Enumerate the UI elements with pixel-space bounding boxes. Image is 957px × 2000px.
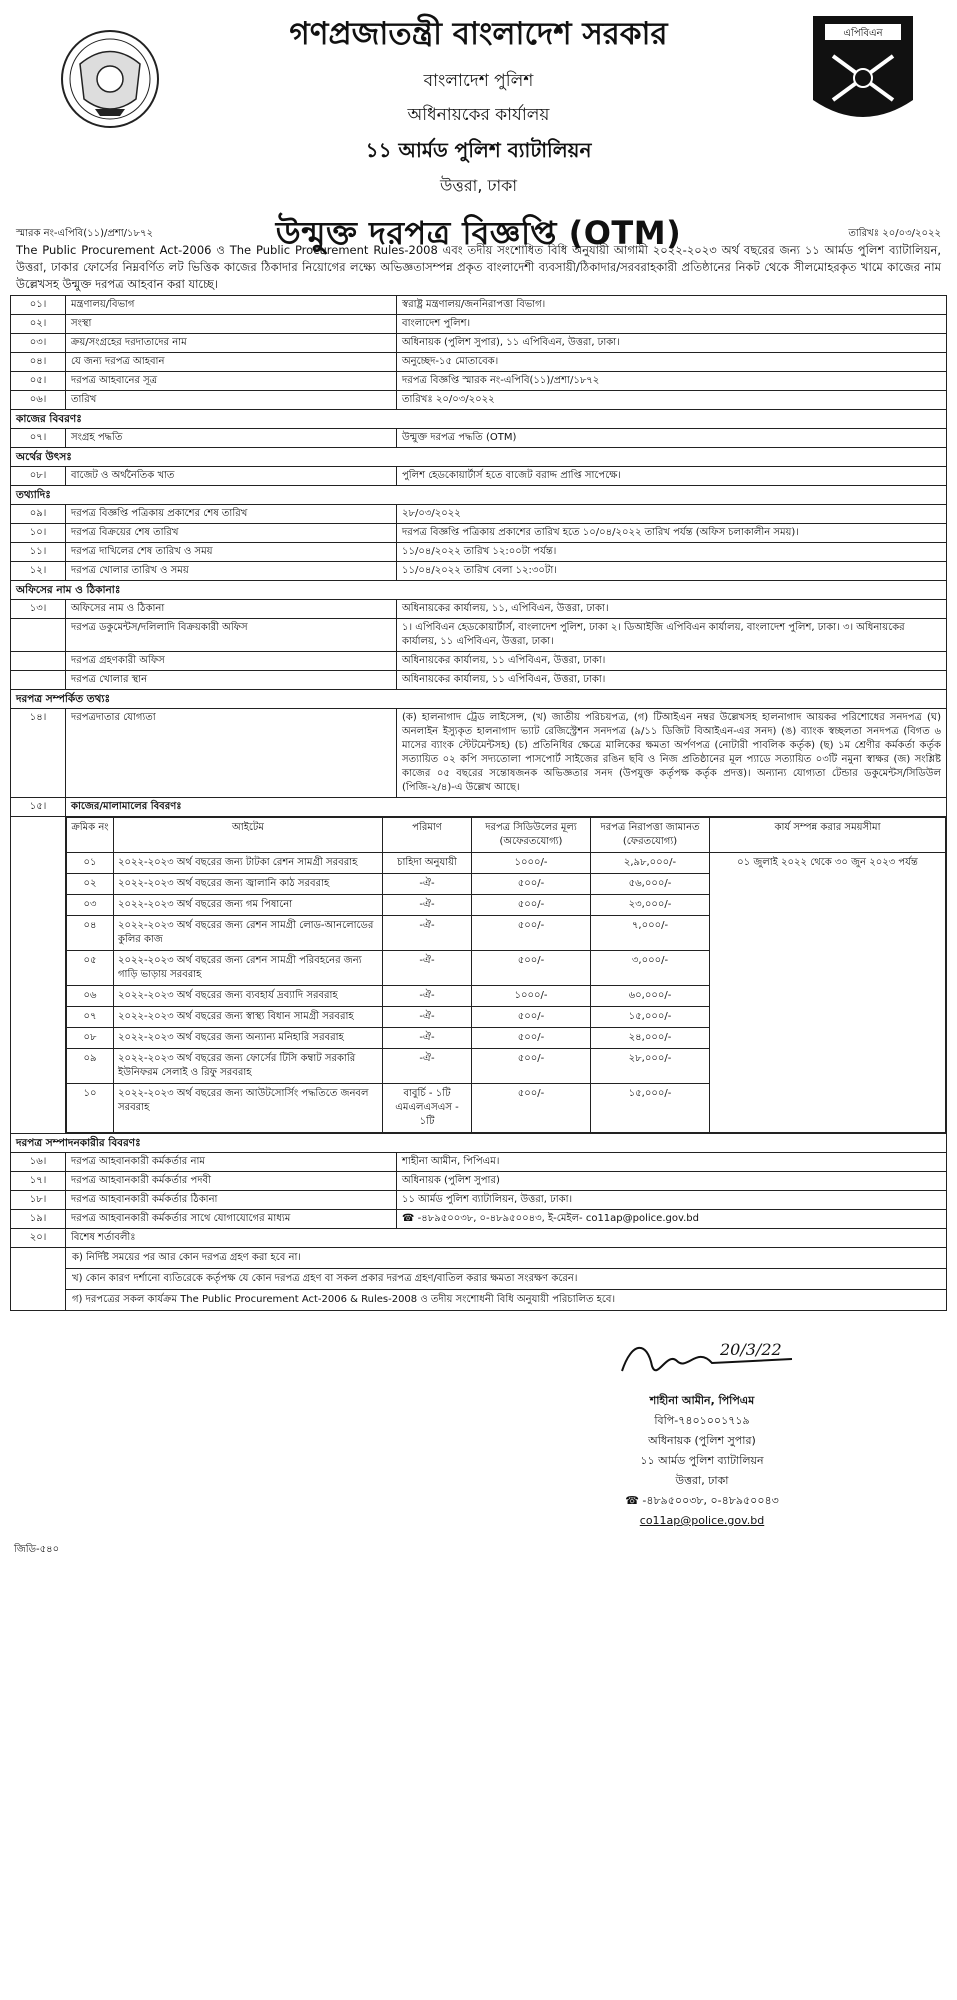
item-qty: চাহিদা অনুযায়ী <box>383 853 472 874</box>
item-number: ০৮ <box>67 1028 114 1049</box>
item-number: ০৩ <box>67 895 114 916</box>
table-row <box>11 391 947 410</box>
row-label: দরপত্রদাতার যোগ্যতা <box>66 709 397 798</box>
section-heading <box>11 1134 947 1153</box>
row-number <box>11 619 66 652</box>
row-label: তারিখ <box>66 391 397 410</box>
table-row <box>11 798 947 817</box>
row-number: ১৪। <box>11 709 66 798</box>
item-name: ২০২২-২০২৩ অর্থ বছরের জন্য গম পিষানো <box>114 895 383 916</box>
row-number: ১৭। <box>11 1172 66 1191</box>
item-number: ০৫ <box>67 951 114 986</box>
row-label: দরপত্র আহবানের সূত্র <box>66 372 397 391</box>
signatory-unit: ১১ আর্মড পুলিশ ব্যাটালিয়ন <box>640 1454 764 1467</box>
col-header: দরপত্র সিডিউলের মূল্য (অফেরতযোগ্য) <box>472 818 591 853</box>
item-price: ১০০০/- <box>472 986 591 1007</box>
table-row <box>11 619 947 652</box>
item-number: ০২ <box>67 874 114 895</box>
item-price: ৫০০/- <box>472 1007 591 1028</box>
item-name: ২০২২-২০২৩ অর্থ বছরের জন্য অন্যান্য মনিহারি সরবরাহ <box>114 1028 383 1049</box>
col-header: আইটেম <box>114 818 383 853</box>
table-row <box>11 505 947 524</box>
table-row <box>11 296 947 315</box>
special-conditions <box>66 1248 947 1311</box>
row-label: সংস্থা <box>66 315 397 334</box>
item-price: ৫০০/- <box>472 874 591 895</box>
items-header <box>67 818 946 853</box>
signatory-bp: বিপি-৭৪০১০০১৭১৯ <box>654 1414 750 1427</box>
section-title: অর্থের উৎসঃ <box>11 448 947 467</box>
item-number: ০৭ <box>67 1007 114 1028</box>
item-qty: -ঐ- <box>383 951 472 986</box>
row-label: দরপত্র আহবানকারী কর্মকর্তার সাথে যোগাযোগের মাধ্যম <box>66 1210 397 1229</box>
row-label: মন্ত্রণালয়/বিভাগ <box>66 296 397 315</box>
section-heading <box>11 486 947 505</box>
signatory-city: উত্তরা, ঢাকা <box>675 1474 729 1487</box>
row-value: ২৮/০৩/২০২২ <box>397 505 947 524</box>
section-heading <box>11 690 947 709</box>
row-number: ১০। <box>11 524 66 543</box>
row-number <box>11 652 66 671</box>
signature-icon <box>602 1331 802 1391</box>
section-title: অফিসের নাম ও ঠিকানাঃ <box>11 581 947 600</box>
row-number: ১৫। <box>11 798 66 817</box>
row-value: স্বরাষ্ট্র মন্ত্রণালয়/জননিরাপত্তা বিভাগ। <box>397 296 947 315</box>
row-value: ১১/০৪/২০২২ তারিখ বেলা ১২:৩০টা। <box>397 562 947 581</box>
row-label: অফিসের নাম ও ঠিকানা <box>66 600 397 619</box>
police-title: বাংলাদেশ পুলিশ <box>423 71 534 91</box>
condition-item: গ) দরপত্রের সকল কার্যক্রম The Public Procurement Act-2006 & Rules-2008 ও তদীয় সংশোধনী বিধি অনুযায়ী পরিচালিত হবে। <box>72 1294 616 1305</box>
items-row <box>11 817 947 1134</box>
table-row <box>11 671 947 690</box>
section-heading <box>11 581 947 600</box>
contact-value: ☎ -৪৮৯৫০০৩৮, ০-৪৮৯৫০০৪৩, ই-মেইল- co11ap@police.gov.bd <box>397 1210 947 1229</box>
item-price: ৫০০/- <box>472 1049 591 1084</box>
table-row <box>11 1191 947 1210</box>
section-title: তথ্যাদিঃ <box>11 486 947 505</box>
item-security: ২৩,০০০/- <box>591 895 710 916</box>
row-label: দরপত্র দাখিলের শেষ তারিখ ও সময় <box>66 543 397 562</box>
items-cell <box>66 817 947 1134</box>
row-number: ০৩। <box>11 334 66 353</box>
table-row <box>11 524 947 543</box>
location-title: উত্তরা, ঢাকা <box>439 176 518 195</box>
row-number: ০৪। <box>11 353 66 372</box>
office-title: অধিনায়কের কার্যালয় <box>407 105 550 125</box>
item-name: ২০২২-২০২৩ অর্থ বছরের জন্য রেশন সামগ্রী পরিবহনের জন্য গাড়ি ভাড়ায় সরবরাহ <box>114 951 383 986</box>
item-name: ২০২২-২০২৩ অর্থ বছরের জন্য ব্যবহার্য দ্রব্যাদি সরবরাহ <box>114 986 383 1007</box>
item-security: ৫৬,০০০/- <box>591 874 710 895</box>
row-number: ১৯। <box>11 1210 66 1229</box>
table-row <box>11 1153 947 1172</box>
section-heading <box>11 448 947 467</box>
col-header: দরপত্র নিরাপত্তা জামানত (ফেরতযোগ্য) <box>591 818 710 853</box>
table-row <box>11 1229 947 1248</box>
row-value: অনুচ্ছেদ-১৫ মোতাবেক। <box>397 353 947 372</box>
row-label: দরপত্র আহবানকারী কর্মকর্তার পদবী <box>66 1172 397 1191</box>
row-value: শাহীনা আমীন, পিপিএম। <box>397 1153 947 1172</box>
document-code: জিডি-৫৪০ <box>14 1544 60 1555</box>
row-number: ১৮। <box>11 1191 66 1210</box>
row-number: ১৬। <box>11 1153 66 1172</box>
row-value: অধিনায়ক (পুলিশ সুপার), ১১ এপিবিএন, উত্তরা, ঢাকা। <box>397 334 947 353</box>
government-title: গণপ্রজাতন্ত্রী বাংলাদেশ সরকার <box>289 16 668 52</box>
row-label: দরপত্র খোলার তারিখ ও সময় <box>66 562 397 581</box>
item-number: ০১ <box>67 853 114 874</box>
table-row <box>11 652 947 671</box>
row-value: অধিনায়কের কার্যালয়, ১১, এপিবিএন, উত্তরা, ঢাকা। <box>397 600 947 619</box>
tender-table <box>10 295 947 1311</box>
table-row <box>11 334 947 353</box>
item-number: ০৬ <box>67 986 114 1007</box>
item-security: ৬০,০০০/- <box>591 986 710 1007</box>
memo-number: স্মারক নং-এপিবি(১১)/প্রশা/১৮৭২ <box>16 228 153 239</box>
row-value: ১১ আর্মড পুলিশ ব্যাটালিয়ন, উত্তরা, ঢাকা। <box>397 1191 947 1210</box>
row-label: বিশেষ শর্তাবলীঃ <box>66 1229 947 1248</box>
signature-date: 20/3/22 <box>720 1340 782 1359</box>
table-row <box>11 353 947 372</box>
signatory-phone: ☎ -৪৮৯৫০০৩৮, ০-৪৮৯৫০০৪৩ <box>625 1494 779 1507</box>
header-text <box>170 4 787 262</box>
header <box>10 4 947 252</box>
row-value: উন্মুক্ত দরপত্র পদ্ধতি (OTM) <box>397 429 947 448</box>
battalion-title: ১১ আর্মড পুলিশ ব্যাটালিয়ন <box>365 138 592 162</box>
apbn-logo-icon <box>809 12 917 134</box>
item-qty: -ঐ- <box>383 916 472 951</box>
table-row <box>11 543 947 562</box>
item-name: ২০২২-২০২৩ অর্থ বছরের জন্য স্বাস্থ্য বিধান সামগ্রী সরবরাহ <box>114 1007 383 1028</box>
row-number <box>11 671 66 690</box>
row-value: তারিখঃ ২০/০৩/২০২২ <box>397 391 947 410</box>
item-security: ২,৯৮,০০০/- <box>591 853 710 874</box>
row-value: পুলিশ হেডকোয়ার্টার্স হতে বাজেট বরাদ্দ প্রাপ্তি সাপেক্ষে। <box>397 467 947 486</box>
row-value: অধিনায়কের কার্যালয়, ১১ এপিবিএন, উত্তরা, ঢাকা। <box>397 652 947 671</box>
row-label: কাজের/মালামালের বিবরণঃ <box>66 798 947 817</box>
row-number: ০৬। <box>11 391 66 410</box>
item-qty: -ঐ- <box>383 895 472 916</box>
row-number: ০৭। <box>11 429 66 448</box>
item-price: ১০০০/- <box>472 853 591 874</box>
section-heading <box>11 410 947 429</box>
notes-row <box>11 1248 947 1311</box>
item-name: ২০২২-২০২৩ অর্থ বছরের জন্য জ্বালানি কাঠ সরবরাহ <box>114 874 383 895</box>
item-security: ৩,০০০/- <box>591 951 710 986</box>
item-price: ৫০০/- <box>472 1084 591 1133</box>
memo-date: তারিখঃ ২০/০৩/২০২২ <box>848 228 941 239</box>
table-row <box>11 372 947 391</box>
condition-item: ক) নির্দিষ্ট সময়ের পর আর কোন দরপত্র গ্রহণ করা হবে না। <box>66 1248 946 1269</box>
item-price: ৫০০/- <box>472 895 591 916</box>
item-qty: বাবুর্চি - ১টি এমএলএসএস - ১টি <box>383 1084 472 1133</box>
item-security: ১৫,০০০/- <box>591 1007 710 1028</box>
table-row <box>11 709 947 798</box>
item-qty: -ঐ- <box>383 986 472 1007</box>
item-name: ২০২২-২০২৩ অর্থ বছরের জন্য আউটসোর্সিং পদ্ধতিতে জনবল সরবরাহ <box>114 1084 383 1133</box>
row-label: সংগ্রহ পদ্ধতি <box>66 429 397 448</box>
condition-item: খ) কোন কারণ দর্শানো ব্যতিরেকে কর্তৃপক্ষ যে কোন দরপত্র গ্রহণ বা সকল প্রকার দরপত্র গ্রহণ/বাতিল করার ক্ষমতা সংরক্ষণ করেন। <box>66 1269 946 1290</box>
row-label: দরপত্র আহবানকারী কর্মকর্তার নাম <box>66 1153 397 1172</box>
row-label: বাজেট ও অর্থনৈতিক খাত <box>66 467 397 486</box>
item-security: ১৫,০০০/- <box>591 1084 710 1133</box>
item-qty: -ঐ- <box>383 1049 472 1084</box>
eligibility-text: (ক) হালনাগাদ ট্রেড লাইসেন্স, (খ) জাতীয় পরিচয়পত্র, (গ) টিআইএন নম্বর উল্লেখসহ হালনাগাদ আয়কর পরিশোধের সনদপত্র (ঘ) অনলাইন ইস্যুকৃত হালনাগাদ ভ্যাট রেজিস্ট্রেশন সনদপত্র (৯/১১ ডিজিট বিআইএন-এর সনদ) (ঙ) ব্যাংক স্বচ্ছলতা সনদপত্র (বিগত ৬ মাসের ব্যাংক স্টেটমেন্টসহ) (চ) প্রতিনিধির ক্ষেত্রে মালিকের ক্ষমতা অর্পণপত্র (নোটারী পাবলিক কর্তৃক) (ছ) ১ম শ্রেণীর কর্মকর্তা কর্তৃক সত্যায়িত ০২ কপি সদ্যতোলা পাসপোর্ট সাইজের রঙিন ছবি ও নিজ প্রতিষ্ঠানের মূল প্যাডে সত্যায়িত ০৩টি নমুনা স্বাক্ষর (জ) সংশ্লিষ্ট কাজের ০৫ বছরের সন্তোষজনক অভিজ্ঞতার সনদ (উপযুক্ত কর্তৃপক্ষ কর্তৃক প্রদত্ত)। অন্যান্য যোগ্যতা টেন্ডার ডকুমেন্টস/সিডিউল (পিজি-২/৪)-এ উল্লেখ আছে। <box>397 709 947 798</box>
item-number: ০৪ <box>67 916 114 951</box>
row-value: ১। এপিবিএন হেডকোয়ার্টার্স, বাংলাদেশ পুলিশ, ঢাকা ২। ডিআইজি এপিবিএন কার্যালয়, বাংলাদেশ পুলিশ, ঢাকা। ৩। অধিনায়কের কার্যালয়, ১১ এপিবিএন, উত্তরা, ঢাকা। <box>397 619 947 652</box>
row-number: ১১। <box>11 543 66 562</box>
row-number: ০২। <box>11 315 66 334</box>
section-title: দরপত্র সম্পর্কিত তথ্যঃ <box>11 690 947 709</box>
row-value: ১১/০৪/২০২২ তারিখ ১২:০০টা পর্যন্ত। <box>397 543 947 562</box>
signatory-email[interactable]: co11ap@police.gov.bd <box>639 1514 765 1527</box>
intro-paragraph: The Public Procurement Act-2006 ও The Public Procurement Rules-2008 এবং তদীয় সংশোধিত বিধি অনুযায়ী আগামী ২০২২-২০২৩ অর্থ বছরের জন্য ১১ আর্মড পুলিশ ব্যাটালিয়ন, উত্তরা, ঢাকার ফোর্সের নিম্নবর্ণিত লট ভিত্তিক কাজের ঠিকাদার নিয়োগের লক্ষ্যে অভিজ্ঞতাসম্পন্ন প্রকৃত বাংলাদেশী ব্যবসায়ী/ঠিকাদার/সরবরাহকারী প্রতিষ্ঠানের নিকট থেকে সীলমোহরকৃত খামে কাজের নাম উল্লেখসহ উন্মুক্ত দরপত্র আহবান করা যাচ্ছে। <box>16 243 941 291</box>
item-qty: -ঐ- <box>383 874 472 895</box>
spacer-cell <box>11 817 66 1134</box>
table-row <box>11 1172 947 1191</box>
col-header: ক্রমিক নং <box>67 818 114 853</box>
row-value: দরপত্র বিজ্ঞপ্তি পত্রিকায় প্রকাশের তারিখ হতে ১০/০৪/২০২২ তারিখ পর্যন্ত (অফিস চলাকালীন সময়)। <box>397 524 947 543</box>
row-label: দরপত্র বিক্রয়ের শেষ তারিখ <box>66 524 397 543</box>
row-number: ২০। <box>11 1229 66 1248</box>
row-value: দরপত্র বিজ্ঞপ্তি স্মারক নং-এপিবি(১১)/প্রশা/১৮৭২ <box>397 372 947 391</box>
item-name: ২০২২-২০২৩ অর্থ বছরের জন্য রেশন সামগ্রী লোড-আনলোডের কুলির কাজ <box>114 916 383 951</box>
spacer-cell <box>11 1248 66 1311</box>
logo-text: এপিবিএন <box>843 28 883 39</box>
table-row <box>11 562 947 581</box>
row-label: যে জন্য দরপত্র আহবান <box>66 353 397 372</box>
row-number: ১২। <box>11 562 66 581</box>
footer <box>10 1311 947 1561</box>
col-header: কার্য সম্পন্ন করার সময়সীমা <box>710 818 946 853</box>
item-name: ২০২২-২০২৩ অর্থ বছরের জন্য টাটকা রেশন সামগ্রী সরবরাহ <box>114 853 383 874</box>
item-qty: -ঐ- <box>383 1007 472 1028</box>
item-price: ৫০০/- <box>472 951 591 986</box>
table-row <box>11 600 947 619</box>
item-number: ০৯ <box>67 1049 114 1084</box>
row-label: দরপত্র ডকুমেন্টস/দলিলাদি বিক্রয়কারী অফিস <box>66 619 397 652</box>
row-value: অধিনায়ক (পুলিশ সুপার) <box>397 1172 947 1191</box>
item-security: ২৪,০০০/- <box>591 1028 710 1049</box>
row-label: দরপত্র খোলার স্থান <box>66 671 397 690</box>
row-number: ০৮। <box>11 467 66 486</box>
item-price: ৫০০/- <box>472 1028 591 1049</box>
item-price: ৫০০/- <box>472 916 591 951</box>
signature-block <box>587 1331 817 1531</box>
row-label: ক্রয়/সংগ্রহের দরদাতাদের নাম <box>66 334 397 353</box>
item-number: ১০ <box>67 1084 114 1133</box>
row-label: দরপত্র আহবানকারী কর্মকর্তার ঠিকানা <box>66 1191 397 1210</box>
row-number: ১৩। <box>11 600 66 619</box>
item-security: ২৮,০০০/- <box>591 1049 710 1084</box>
row-value: অধিনায়কের কার্যালয়, ১১ এপিবিএন, উত্তরা, ঢাকা। <box>397 671 947 690</box>
row-number: ০৫। <box>11 372 66 391</box>
table-row <box>11 1210 947 1229</box>
section-title: দরপত্র সম্পাদনকারীর বিবরণঃ <box>11 1134 947 1153</box>
item-row <box>67 853 946 874</box>
item-qty: -ঐ- <box>383 1028 472 1049</box>
col-header: পরিমাণ <box>383 818 472 853</box>
item-security: ৭,০০০/- <box>591 916 710 951</box>
signatory-name: শাহীনা আমীন, পিপিএম <box>649 1394 755 1407</box>
table-row <box>11 315 947 334</box>
table-row <box>11 467 947 486</box>
item-name: ২০২২-২০২৩ অর্থ বছরের জন্য ফোর্সের টিসি কম্বাট সরকারি ইউনিফরম সেলাই ও রিফু সরবরাহ <box>114 1049 383 1084</box>
row-label: দরপত্র গ্রহণকারী অফিস <box>66 652 397 671</box>
police-seal-icon <box>50 24 170 134</box>
notice-title: উন্মুক্ত দরপত্র বিজ্ঞপ্তি (OTM) <box>275 214 682 252</box>
row-value: বাংলাদেশ পুলিশ। <box>397 315 947 334</box>
items-deadline: ০১ জুলাই ২০২২ থেকে ৩০ জুন ২০২৩ পর্যন্ত <box>710 853 946 1133</box>
signatory-designation: অধিনায়ক (পুলিশ সুপার) <box>648 1434 756 1447</box>
section-title: কাজের বিবরণঃ <box>11 410 947 429</box>
row-label: দরপত্র বিজ্ঞপ্তি পত্রিকায় প্রকাশের শেষ তারিখ <box>66 505 397 524</box>
tender-notice <box>10 4 947 1561</box>
items-table <box>66 817 946 1133</box>
row-number: ০১। <box>11 296 66 315</box>
row-number: ০৯। <box>11 505 66 524</box>
table-row <box>11 429 947 448</box>
